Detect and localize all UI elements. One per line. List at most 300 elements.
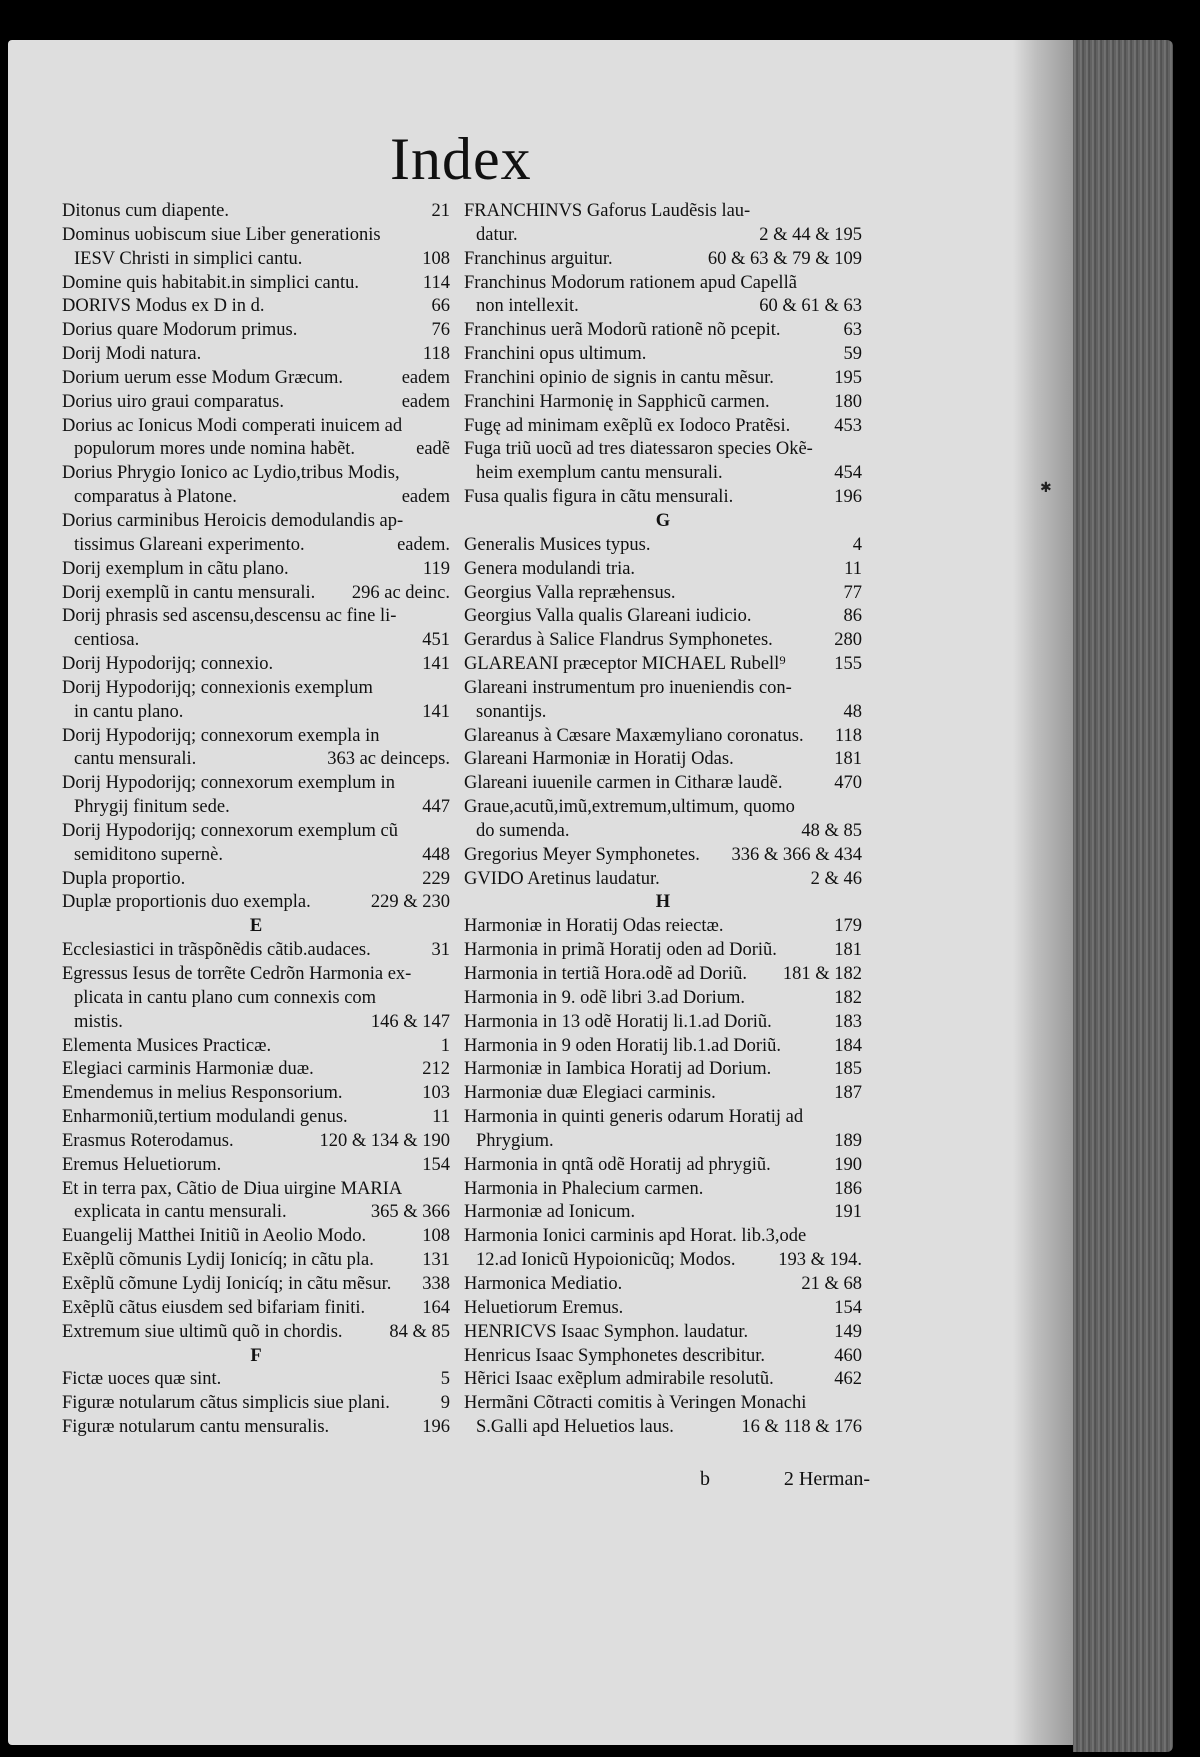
index-entry <box>62 534 450 558</box>
index-entry <box>62 200 450 224</box>
entry-page-ref: 31 <box>431 940 450 961</box>
index-entry <box>464 343 862 367</box>
index-entry <box>62 1225 450 1249</box>
entry-page-ref <box>444 772 450 796</box>
page-gutter <box>1013 40 1073 1745</box>
entry-text: plicata in cantu plano cum connexis com <box>74 987 377 1008</box>
entry-page-ref: 66 <box>431 296 450 317</box>
entry-page-ref <box>444 987 450 1011</box>
entry-page-ref <box>444 677 450 701</box>
entry-text: Figuræ notularum cãtus simplicis siue plani. <box>62 1393 390 1414</box>
index-entry <box>464 1273 862 1297</box>
entry-page-ref: 229 & 230 <box>370 892 450 913</box>
entry-page-ref: 181 <box>834 749 862 770</box>
index-entry <box>62 224 450 248</box>
index-entry <box>62 582 450 606</box>
entry-page-ref <box>444 462 450 486</box>
index-entry <box>464 868 862 892</box>
index-entry <box>464 701 862 725</box>
entry-text: GVIDO Aretinus laudatur. <box>464 868 660 889</box>
entry-text: Hermãni Cõtracti comitis à Veringen Monachi <box>464 1393 807 1414</box>
entry-page-ref: eadem <box>401 487 450 508</box>
index-entry <box>464 438 862 462</box>
entry-text: E <box>249 916 263 937</box>
entry-page-ref: 76 <box>431 320 450 341</box>
index-entry <box>62 1035 450 1059</box>
index-entry <box>62 486 450 510</box>
index-entry <box>464 1321 862 1345</box>
entry-page-ref: 21 <box>431 201 450 221</box>
index-entry <box>62 772 450 796</box>
index-entry <box>464 677 862 701</box>
entry-text: GLAREANI præceptor MICHAEL Rubell⁹ <box>464 654 786 675</box>
index-entry <box>464 582 862 606</box>
index-entry <box>62 796 450 820</box>
entry-page-ref: 84 & 85 <box>389 1321 450 1342</box>
entry-text: Domine quis habitabit.in simplici cantu. <box>62 272 359 293</box>
entry-text: Ecclesiastici in trãspõnẽdis cãtib.audaces. <box>62 940 371 961</box>
entry-page-ref: 190 <box>834 1154 862 1175</box>
entry-page-ref: 119 <box>422 558 450 579</box>
entry-page-ref: 179 <box>834 916 862 937</box>
index-entry <box>464 1106 862 1130</box>
page-title: Index <box>390 126 532 192</box>
entry-text: Phrygij finitum sede. <box>74 797 230 818</box>
entry-text: Exẽplũ cõmune Lydij Ionicíq; in cãtu mẽsur. <box>62 1273 392 1294</box>
entry-text: Harmonia in Phalecium carmen. <box>464 1178 704 1199</box>
entry-page-ref: 48 <box>843 701 862 722</box>
entry-page-ref: 63 <box>843 320 862 341</box>
index-entry <box>62 939 450 963</box>
entry-text: Fictæ uoces quæ sint. <box>62 1369 222 1390</box>
index-entry <box>464 248 862 272</box>
index-entry <box>62 1058 450 1082</box>
index-entry <box>464 391 862 415</box>
entry-page-ref: 11 <box>432 1107 450 1128</box>
entry-text: Dupla proportio. <box>62 868 186 889</box>
entry-text: Franchinus uerã Modorũ rationẽ nõ pcepit. <box>464 320 781 341</box>
entry-text: FRANCHINVS Gaforus Laudẽsis lau- <box>464 201 751 221</box>
entry-text: Egressus Iesus de torrẽte Cedrõn Harmonia ex- <box>62 964 412 984</box>
entry-text: Duplæ proportionis duo exempla. <box>62 892 311 913</box>
book-page-edges <box>1073 40 1173 1752</box>
entry-page-ref: 180 <box>834 391 862 412</box>
entry-text: Eremus Heluetiorum. <box>62 1154 222 1175</box>
entry-page-ref: 11 <box>844 558 862 579</box>
index-entry <box>62 748 450 772</box>
entry-page-ref <box>856 1392 862 1416</box>
entry-page-ref <box>856 200 862 224</box>
entry-text: Elegiaci carminis Harmoniæ duæ. <box>62 1059 314 1080</box>
entry-page-ref: 108 <box>422 1226 450 1247</box>
entry-page-ref: 448 <box>422 844 450 865</box>
entry-text: Elementa Musices Practicæ. <box>62 1035 272 1056</box>
index-entry <box>62 1106 450 1130</box>
entry-text: Et in terra pax, Cãtio de Diua uirgine MARIA <box>62 1178 403 1199</box>
index-entry <box>464 1130 862 1154</box>
index-entry <box>464 534 862 558</box>
index-entry <box>62 1130 450 1154</box>
index-entry <box>62 1178 450 1202</box>
entry-text: Extremum siue ultimũ quõ in chordis. <box>62 1321 343 1342</box>
entry-page-ref <box>856 677 862 701</box>
entry-page-ref <box>856 272 862 296</box>
entry-text: Ditonus cum diapente. <box>62 201 229 221</box>
entry-page-ref: 185 <box>834 1059 862 1080</box>
entry-text: Fuga triũ uocũ ad tres diatessaron species Okẽ- <box>464 439 813 460</box>
entry-page-ref: 365 & 366 <box>370 1202 450 1223</box>
index-entry <box>464 1225 862 1249</box>
entry-text: comparatus à Platone. <box>74 487 237 508</box>
entry-page-ref: 141 <box>422 654 450 675</box>
entry-text: Erasmus Roterodamus. <box>62 1130 234 1151</box>
index-entry <box>62 820 450 844</box>
entry-page-ref: 21 & 68 <box>801 1273 862 1294</box>
signature-mark: b <box>700 1468 710 1490</box>
entry-page-ref: 470 <box>834 773 862 794</box>
entry-text: Dorius carminibus Heroicis demodulandis ap- <box>62 510 404 531</box>
index-column-left <box>62 200 450 1440</box>
index-entry <box>464 725 862 749</box>
index-entry <box>62 438 450 462</box>
entry-text: Franchinus arguitur. <box>464 248 613 269</box>
entry-text: Dorius Phrygio Ionico ac Lydio,tribus Modis, <box>62 463 400 484</box>
entry-text: in cantu plano. <box>74 701 184 722</box>
entry-text: mistis. <box>74 1011 123 1032</box>
entry-page-ref: 196 <box>834 487 862 508</box>
index-entry <box>464 1297 862 1321</box>
entry-page-ref: eadem <box>401 391 450 412</box>
entry-page-ref: 103 <box>422 1083 450 1104</box>
index-entry <box>62 844 450 868</box>
entry-page-ref: 77 <box>843 582 862 603</box>
index-entry <box>464 820 862 844</box>
entry-page-ref: 193 & 194. <box>778 1250 862 1271</box>
entry-page-ref: 114 <box>422 272 450 293</box>
index-entry <box>464 462 862 486</box>
entry-text: Exẽplũ cõmunis Lydij Ionicíq; in cãtu pla. <box>62 1250 374 1271</box>
entry-text: semiditono supernè. <box>74 844 224 865</box>
entry-page-ref: 363 ac deinceps. <box>327 749 450 770</box>
index-entry <box>62 343 450 367</box>
entry-page-ref: 86 <box>843 606 862 627</box>
index-entry <box>464 915 862 939</box>
entry-text: Harmoniæ duæ Elegiaci carminis. <box>464 1083 716 1104</box>
entry-page-ref: 191 <box>834 1202 862 1223</box>
index-entry <box>62 891 450 915</box>
entry-text: Dorium uerum esse Modum Græcum. <box>62 367 344 388</box>
entry-text: Dorius ac Ionicus Modi comperati inuicem ad <box>62 415 403 436</box>
entry-text: DORIVS Modus ex D in d. <box>62 296 265 317</box>
entry-page-ref: 2 & 46 <box>810 868 862 889</box>
entry-page-ref: 229 <box>422 868 450 889</box>
entry-text: Dorij Hypodorijq; connexorum exemplum in <box>62 773 395 794</box>
entry-page-ref: 212 <box>422 1059 450 1080</box>
entry-text: centiosa. <box>74 630 140 651</box>
index-entry <box>62 319 450 343</box>
entry-text: Phrygium. <box>476 1130 554 1151</box>
entry-text: Dorij exemplũ in cantu mensurali. <box>62 582 316 603</box>
index-entry <box>464 1178 862 1202</box>
entry-page-ref: 154 <box>834 1297 862 1318</box>
entry-page-ref: 120 & 134 & 190 <box>319 1130 450 1151</box>
entry-text: Generalis Musices typus. <box>464 534 651 555</box>
index-entry <box>62 248 450 272</box>
entry-text: sonantijs. <box>476 701 547 722</box>
entry-text: Harmonia in 9. odẽ libri 3.ad Dorium. <box>464 987 746 1008</box>
entry-text: IESV Christi in simplici cantu. <box>74 248 303 269</box>
index-entry <box>464 1416 862 1440</box>
index-entry <box>62 677 450 701</box>
index-entry <box>464 1011 862 1035</box>
index-entry <box>464 653 862 677</box>
entry-text: Harmonia in primã Horatij oden ad Doriũ. <box>464 940 777 961</box>
entry-page-ref: 338 <box>422 1273 450 1294</box>
entry-text: Georgius Valla repræhensus. <box>464 582 676 603</box>
index-entry <box>464 224 862 248</box>
index-entry <box>62 701 450 725</box>
index-entry <box>62 510 450 534</box>
entry-text: Franchinus Modorum rationem apud Capellã <box>464 272 797 293</box>
entry-text: Dominus uobiscum siue Liber generationis <box>62 224 381 245</box>
entry-text: Harmonia in tertiã Hora.odẽ ad Doriũ. <box>464 964 748 984</box>
index-entry <box>62 295 450 319</box>
entry-text: Glareani instrumentum pro inueniendis con- <box>464 677 792 698</box>
entry-page-ref: 280 <box>834 630 862 651</box>
entry-text: 12.ad Ionicũ Hypoionicũq; Modos. <box>476 1250 736 1271</box>
index-entry <box>464 295 862 319</box>
entry-page-ref: 131 <box>422 1250 450 1271</box>
index-entry <box>62 653 450 677</box>
entry-text: Georgius Valla qualis Glareani iudicio. <box>464 606 752 627</box>
catchword: 2 Herman- <box>783 1468 870 1490</box>
entry-page-ref: 146 & 147 <box>370 1011 450 1032</box>
entry-page-ref <box>444 224 450 248</box>
entry-text: Enharmoniũ,tertium modulandi genus. <box>62 1107 348 1128</box>
entry-text: heim exemplum cantu mensurali. <box>476 463 723 484</box>
entry-text: Harmoniæ in Iambica Horatij ad Dorium. <box>464 1059 772 1080</box>
entry-page-ref: 462 <box>834 1369 862 1390</box>
entry-page-ref: 184 <box>834 1035 862 1056</box>
entry-page-ref: 4 <box>852 534 862 555</box>
index-entry <box>62 367 450 391</box>
entry-text: Hẽrici Isaac exẽplum admirabile resolutũ. <box>464 1369 774 1390</box>
entry-text: Harmoniæ in Horatij Odas reiectæ. <box>464 916 724 937</box>
entry-page-ref: eadem. <box>397 534 450 555</box>
entry-text: Dorij Hypodorijq; connexio. <box>62 654 274 675</box>
entry-page-ref: 118 <box>834 725 862 746</box>
index-entry <box>464 939 862 963</box>
index-column-right <box>464 200 862 1440</box>
entry-text: Dorius quare Modorum primus. <box>62 320 298 341</box>
entry-text: Harmonica Mediatio. <box>464 1273 623 1294</box>
section-letter <box>464 510 862 534</box>
index-entry <box>62 1249 450 1273</box>
entry-page-ref: 149 <box>834 1321 862 1342</box>
index-entry <box>464 987 862 1011</box>
index-entry <box>464 1345 862 1369</box>
index-entry <box>464 629 862 653</box>
index-entry <box>62 1392 450 1416</box>
index-entry <box>62 987 450 1011</box>
asterisk-mark: ✱ <box>1040 480 1052 496</box>
index-entry <box>464 272 862 296</box>
index-entry <box>464 844 862 868</box>
index-entry <box>62 558 450 582</box>
entry-text: S.Galli apd Heluetios laus. <box>476 1417 674 1438</box>
entry-text: Harmoniæ ad Ionicum. <box>464 1202 636 1223</box>
entry-text: H <box>655 892 671 913</box>
entry-text: Gregorius Meyer Symphonetes. <box>464 844 700 865</box>
entry-text: datur. <box>476 224 518 245</box>
entry-page-ref: 181 & 182 <box>782 964 862 984</box>
index-entry <box>464 1249 862 1273</box>
entry-page-ref: 181 <box>834 940 862 961</box>
entry-page-ref <box>444 725 450 749</box>
entry-text: Harmonia in qntã odẽ Horatij ad phrygiũ. <box>464 1154 771 1175</box>
entry-text: Harmonia Ionici carminis apd Horat. lib.3,ode <box>464 1226 807 1247</box>
entry-text: cantu mensurali. <box>74 749 197 770</box>
entry-text: Dorij Modi natura. <box>62 344 202 365</box>
entry-page-ref <box>444 510 450 534</box>
entry-page-ref: 154 <box>422 1154 450 1175</box>
entry-text: Dorij exemplum in cãtu plano. <box>62 558 289 579</box>
entry-page-ref: 9 <box>440 1393 450 1414</box>
entry-page-ref: 48 & 85 <box>801 820 862 841</box>
index-entry <box>62 963 450 987</box>
index-entry <box>62 629 450 653</box>
entry-text: Franchini opinio de signis in cantu mẽsur. <box>464 367 774 388</box>
entry-page-ref: 2 & 44 & 195 <box>759 224 862 245</box>
index-entry <box>464 319 862 343</box>
index-entry <box>464 748 862 772</box>
entry-text: Dorij phrasis sed ascensu,descensu ac fine li- <box>62 606 397 627</box>
entry-page-ref: 5 <box>440 1369 450 1390</box>
index-entry <box>464 963 862 987</box>
entry-page-ref <box>856 438 862 462</box>
entry-text: Euangelij Matthei Initiũ in Aeolio Modo. <box>62 1226 367 1247</box>
index-entry <box>62 1321 450 1345</box>
index-entry <box>62 1154 450 1178</box>
index-entry <box>62 462 450 486</box>
entry-page-ref <box>856 1106 862 1130</box>
entry-page-ref: 460 <box>834 1345 862 1366</box>
index-entry <box>464 367 862 391</box>
entry-text: Glareani Harmoniæ in Horatij Odas. <box>464 749 734 770</box>
entry-page-ref: 1 <box>440 1035 450 1056</box>
index-entry <box>464 558 862 582</box>
index-entry <box>62 605 450 629</box>
entry-page-ref <box>444 605 450 629</box>
index-entry <box>62 1297 450 1321</box>
entry-page-ref: 196 <box>422 1417 450 1438</box>
index-entry <box>62 1273 450 1297</box>
index-entry <box>62 391 450 415</box>
entry-page-ref: 296 ac deinc. <box>351 582 450 603</box>
index-entry <box>62 725 450 749</box>
entry-page-ref <box>444 1178 450 1202</box>
entry-text: Harmonia in 9 oden Horatij lib.1.ad Doriũ. <box>464 1035 782 1056</box>
index-entry <box>464 1201 862 1225</box>
index-entry <box>464 1368 862 1392</box>
entry-text: Harmonia in 13 odẽ Horatij li.1.ad Doriũ. <box>464 1011 772 1032</box>
entry-page-ref: 164 <box>422 1297 450 1318</box>
entry-page-ref <box>444 415 450 439</box>
entry-page-ref: 108 <box>422 248 450 269</box>
index-entry <box>62 1368 450 1392</box>
entry-text: Exẽplũ cãtus eiusdem sed bifariam finiti. <box>62 1297 366 1318</box>
entry-page-ref: 16 & 118 & 176 <box>741 1417 862 1438</box>
entry-page-ref: 118 <box>422 344 450 365</box>
entry-text: Dorius uiro graui comparatus. <box>62 391 284 412</box>
index-entry <box>62 415 450 439</box>
section-letter <box>62 915 450 939</box>
entry-text: Dorij Hypodorijq; connexorum exempla in <box>62 725 380 746</box>
entry-text: Graue,acutũ,imũ,extremum,ultimum, quomo <box>464 797 795 818</box>
entry-text: tissimus Glareani experimento. <box>74 534 305 555</box>
entry-page-ref: 454 <box>834 463 862 484</box>
entry-page-ref: 189 <box>834 1130 862 1151</box>
entry-text: Henricus Isaac Symphonetes describitur. <box>464 1345 766 1366</box>
entry-page-ref: 336 & 366 & 434 <box>731 844 862 865</box>
entry-page-ref: 141 <box>422 701 450 722</box>
index-entry <box>464 605 862 629</box>
entry-text: HENRICVS Isaac Symphon. laudatur. <box>464 1321 749 1342</box>
index-entry <box>464 486 862 510</box>
entry-page-ref: 451 <box>422 630 450 651</box>
entry-text: Franchini Harmonię in Sapphicũ carmen. <box>464 391 770 412</box>
entry-text: non intellexit. <box>476 296 579 317</box>
entry-page-ref: 447 <box>422 797 450 818</box>
entry-text: Genera modulandi tria. <box>464 558 636 579</box>
entry-text: F <box>250 1345 262 1366</box>
entry-page-ref: eadẽ <box>416 439 450 460</box>
entry-text: do sumenda. <box>476 820 570 841</box>
entry-page-ref: 183 <box>834 1011 862 1032</box>
entry-page-ref: 195 <box>834 367 862 388</box>
entry-text: Franchini opus ultimum. <box>464 344 647 365</box>
index-entry <box>464 772 862 796</box>
signature-line <box>700 1468 870 1491</box>
index-entry <box>464 796 862 820</box>
entry-text: Fusa qualis figura in cãtu mensurali. <box>464 487 734 508</box>
entry-page-ref <box>856 1225 862 1249</box>
entry-text: Dorij Hypodorijq; connexionis exemplum <box>62 677 373 698</box>
entry-page-ref: 155 <box>834 654 862 675</box>
entry-page-ref <box>856 796 862 820</box>
index-entry <box>464 1035 862 1059</box>
index-entry <box>62 1082 450 1106</box>
index-entry <box>62 868 450 892</box>
index-entry <box>62 1011 450 1035</box>
entry-page-ref: 453 <box>834 415 862 436</box>
entry-page-ref <box>444 820 450 844</box>
index-entry <box>62 1416 450 1440</box>
entry-page-ref: 60 & 63 & 79 & 109 <box>707 248 862 269</box>
index-entry <box>464 1082 862 1106</box>
section-letter <box>62 1345 450 1369</box>
entry-page-ref: 187 <box>834 1083 862 1104</box>
entry-page-ref: 186 <box>834 1178 862 1199</box>
entry-text: Harmonia in quinti generis odarum Horatij ad <box>464 1107 804 1128</box>
entry-text: Heluetiorum Eremus. <box>464 1297 624 1318</box>
index-entry <box>464 1392 862 1416</box>
entry-text: explicata in cantu mensurali. <box>74 1202 287 1223</box>
index-entry <box>62 272 450 296</box>
entry-text: Glareani iuuenile carmen in Citharæ laudẽ. <box>464 773 783 794</box>
entry-text: Dorij Hypodorijq; connexorum exemplum cũ <box>62 820 399 841</box>
index-entry <box>464 1058 862 1082</box>
